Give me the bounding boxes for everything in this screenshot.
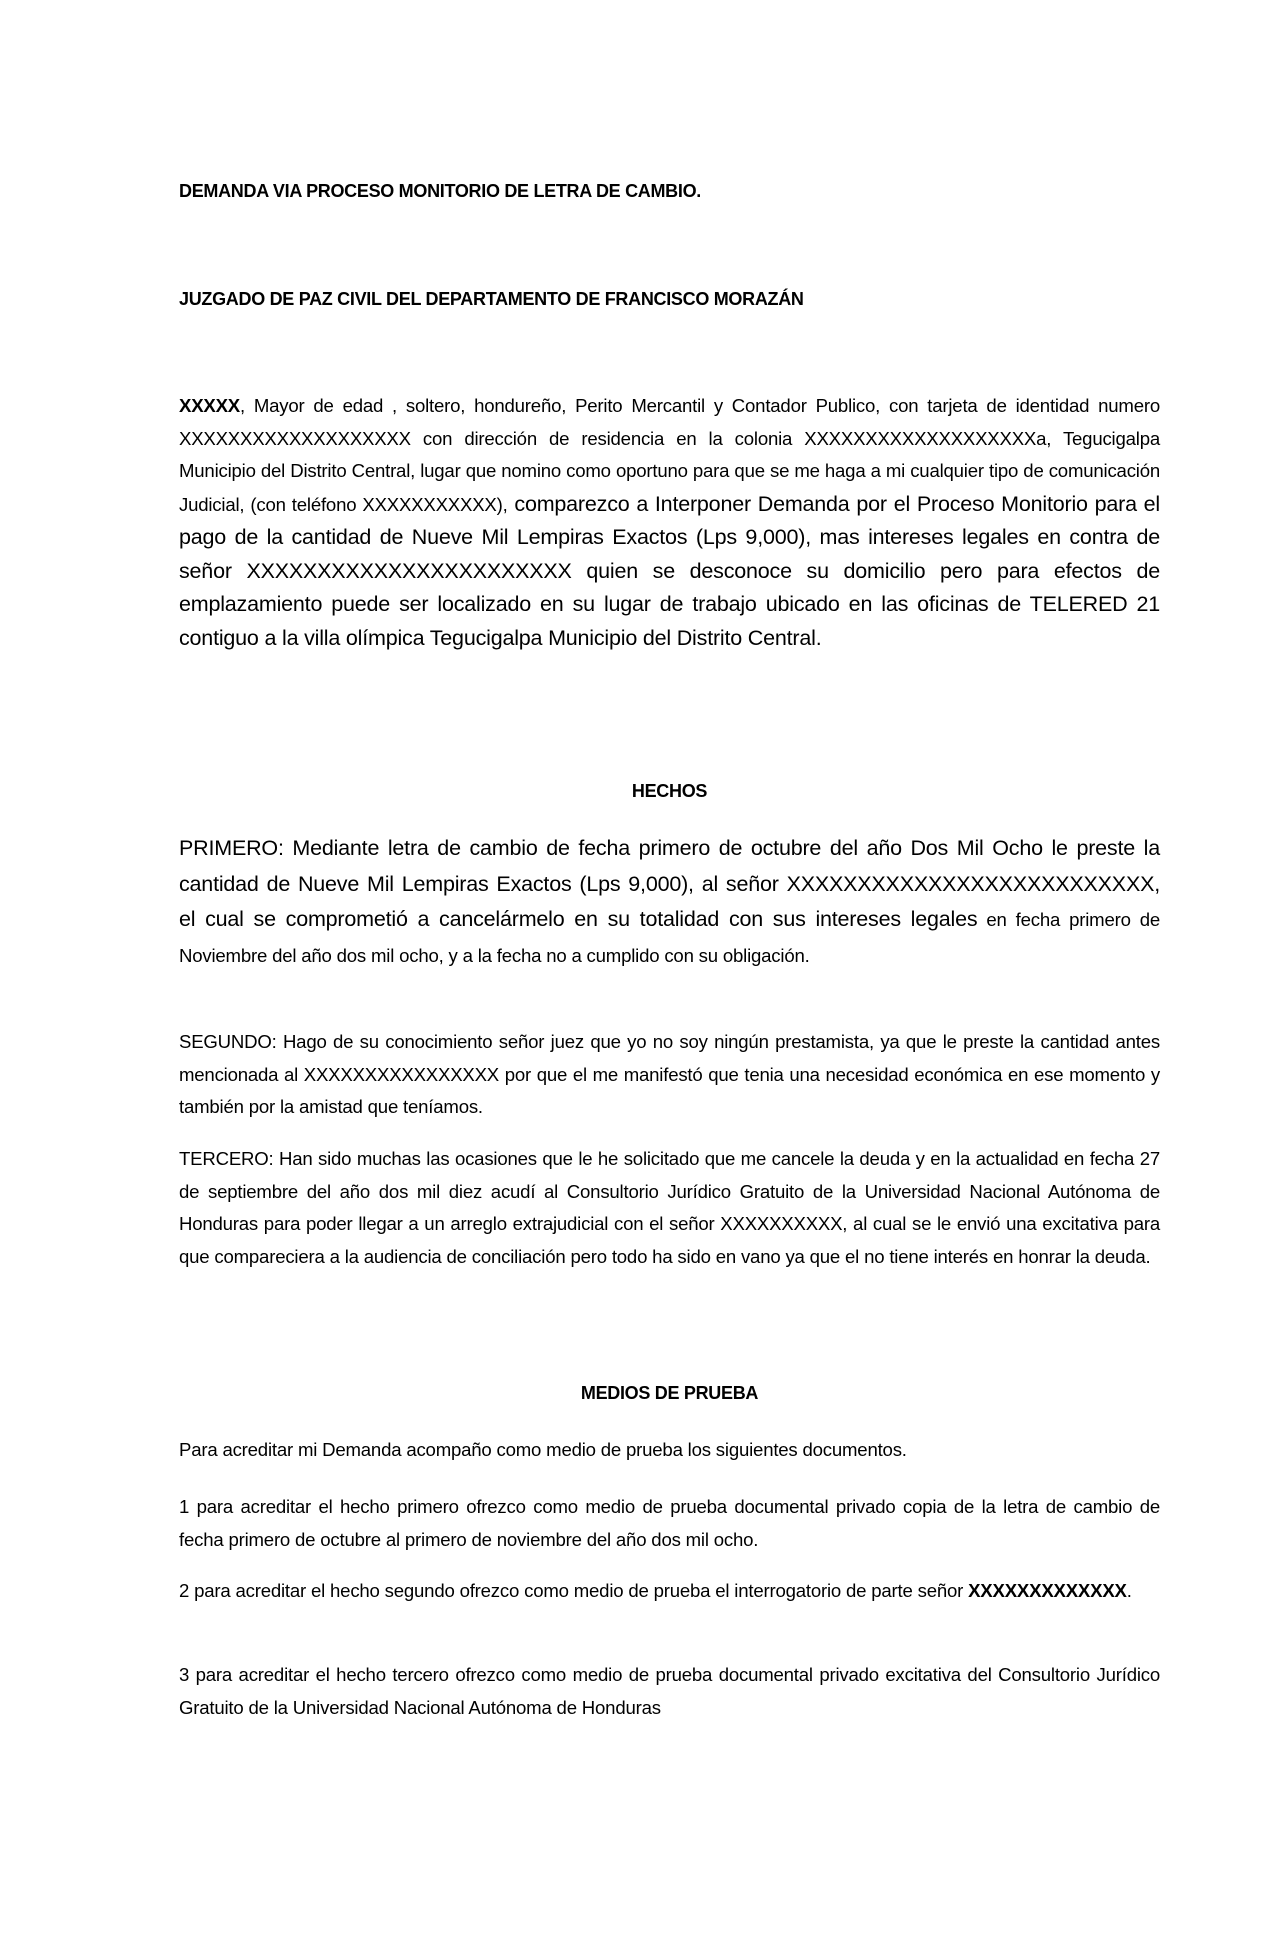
intro-text-part1: , Mayor de edad , soltero, hondureño, Perito Mercantil y Contador Publico, con tarjeta de identidad numero XXXXXXXXXXXXXXXXXXX con dirección de residencia en la colonia XXXXXXXXXXXXXXXXXXXa, Tegucigalpa Municipio del Distrito Central, lugar que nomino como oportuno para que se me haga a mi cualquier tipo de comunicación Judicial, (con teléfono XXXXXXXXXXX), xyxy=(179,395,1160,515)
hecho-primero-text: PRIMERO: Mediante letra de cambio de fecha primero de octubre del año Dos Mil Ocho le preste la cantidad de Nueve Mil Lempiras Exactos (Lps 9,000), al señor XXXXXXXXXXXXXXXXXXXXXXXXXX, el cual se comprometió a cancelármelo en su totalidad con sus intereses legales xyxy=(179,836,1160,931)
medio-item-2-end: . xyxy=(1126,1580,1132,1601)
medio-item-1: 1 para acreditar el hecho primero ofrezco como medio de prueba documental privado copia de la letra de cambio de fecha primero de octubre al primero de noviembre del año dos mil ocho. xyxy=(179,1496,1160,1550)
hecho-primero-text-end: en fecha primero de Noviembre del año dos mil ocho, y a la fecha no a cumplido con su obligación. xyxy=(179,909,1160,966)
medio-item-3: 3 para acreditar el hecho tercero ofrezco como medio de prueba documental privado excitativa del Consultorio Jurídico Gratuito de la Universidad Nacional Autónoma de Honduras xyxy=(179,1664,1160,1718)
intro-text-part2: comparezco a Interponer Demanda por el Proceso Monitorio para el pago de la cantidad de Nueve Mil Lempiras Exactos (Lps 9,000), mas intereses legales en contra de señor XXXXXXXXXXXXXXXXXXXXXXX quien se desconoce su domicilio pero para efectos de emplazamiento puede ser localizado en su lugar de trabajo ubicado en las oficinas de TELERED 21 contiguo a la villa olímpica Tegucigalpa Municipio del Distrito Central. xyxy=(179,491,1161,650)
medio-item-2-text: 2 para acreditar el hecho segundo ofrezco como medio de prueba el interrogatorio de parte señor xyxy=(179,1580,964,1601)
medios-heading: MEDIOS DE PRUEBA xyxy=(580,1383,759,1403)
medio-item-2 xyxy=(179,1575,1160,1608)
hechos-heading: HECHOS xyxy=(631,781,708,801)
hecho-tercero: TERCERO: Han sido muchas las ocasiones que le he solicitado que me cancele la deuda y en la actualidad en fecha 27 de septiembre del año dos mil diez acudí al Consultorio Jurídico Gratuito de la Universidad Nacional Autónoma de Honduras para poder llegar a un arreglo extrajudicial con el señor XXXXXXXXXX, al cual se le envió una excitativa para que compareciera a la audiencia de conciliación pero todo ha sido en vano ya que el no tiene interés en honrar la deuda. xyxy=(179,1148,1160,1267)
hecho-segundo: SEGUNDO: Hago de su conocimiento señor juez que yo no soy ningún prestamista, ya que le preste la cantidad antes mencionada al XXXXXXXXXXXXXXXX por que el me manifestó que tenia una necesidad económica en ese momento y también por la amistad que teníamos. xyxy=(179,1031,1160,1117)
medio-item-2-name: XXXXXXXXXXXXX xyxy=(968,1580,1127,1601)
court-heading: JUZGADO DE PAZ CIVIL DEL DEPARTAMENTO DE FRANCISCO MORAZÁN xyxy=(179,289,804,309)
document-title: DEMANDA VIA PROCESO MONITORIO DE LETRA DE CAMBIO. xyxy=(179,181,701,201)
hecho-primero xyxy=(179,831,1160,973)
plaintiff-name: XXXXX xyxy=(179,395,241,416)
intro-paragraph xyxy=(179,390,1160,655)
medios-intro: Para acreditar mi Demanda acompaño como medio de prueba los siguientes documentos. xyxy=(179,1439,907,1460)
